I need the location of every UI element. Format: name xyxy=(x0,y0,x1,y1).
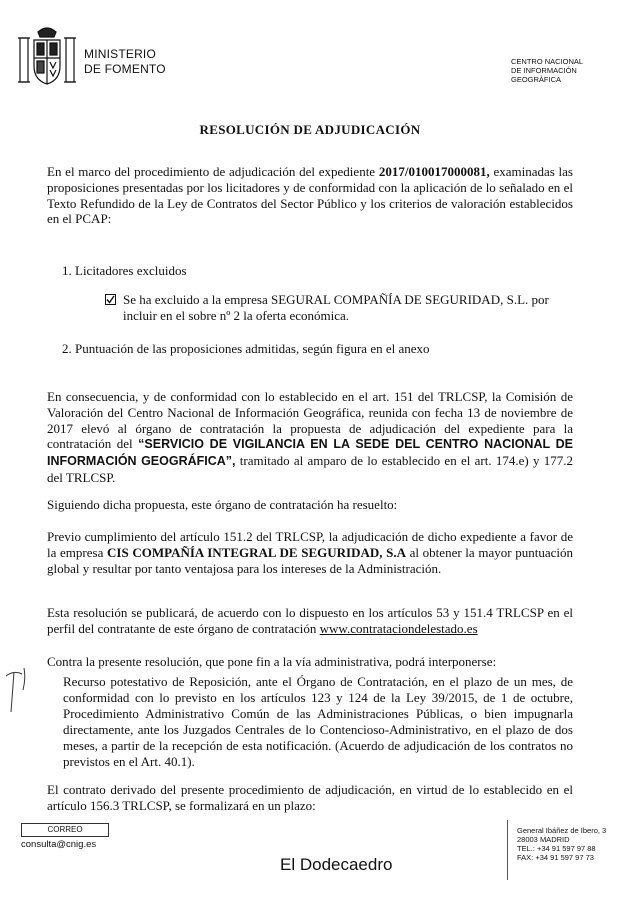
cnig-line-2: DE INFORMACIÓN xyxy=(511,66,577,75)
excluded-company-text: Se ha excluido a la empresa SEGURAL COMPAÑÍA DE SEGURIDAD, S.L. por incluir en el sobre nº 2 la oferta económica. xyxy=(123,292,549,323)
service-name: “SERVICIO DE VIGILANCIA EN LA SEDE DEL CENTRO NACIONAL DE INFORMACIÓN GEOGRÁFICA”, xyxy=(47,437,573,469)
publicara-text: Esta resolución se publicará, de acuerdo con lo dispuesto en los artículos 53 y 151.4 TRLCSP en el perfil del contratante de este órgano de contratación xyxy=(47,605,573,636)
contrato-paragraph: El contrato derivado del presente procedimiento de adjudicación, en virtud de lo establecido en el artículo 156.3 TRLCSP, se formalizará en un plazo: xyxy=(47,782,573,813)
checkbox-checked-icon xyxy=(105,294,116,305)
address-line-2: 28003 MADRID xyxy=(517,835,570,844)
footer-divider xyxy=(507,820,508,880)
previo-paragraph xyxy=(47,529,573,576)
previo-after: al obtener la mayor puntuación global y resultar por tanto ventajosa para los intereses de la Administración. xyxy=(47,544,573,576)
consecuencia-after: tramitado al amparo de lo establecido en el art. 174.e) y 177.2 del TRLCSP. xyxy=(47,453,573,485)
intro-after: examinadas las proposiciones presentadas por los licitadores y de conformidad con la aplicación de lo señalado en el Texto Refundido de la Ley de Contratos del Sector Público y los criterios de valoración establecidos en el PCAP: xyxy=(47,164,573,227)
expediente-number: 2017/010017000081, xyxy=(378,164,490,179)
cnig-name xyxy=(511,57,583,84)
coat-of-arms-logo xyxy=(14,22,80,92)
document-title: RESOLUCIÓN DE ADJUDICACIÓN xyxy=(199,122,421,137)
list-item-excluded-header: 1. Licitadores excluidos xyxy=(62,263,187,278)
consecuencia-paragraph xyxy=(47,389,573,486)
intro-before: En el marco del procedimiento de adjudicación del expediente xyxy=(47,164,379,179)
consecuencia-before: En consecuencia, y de conformidad con lo establecido en el art. 151 del TRLCSP, la Comisión de Valoración del Centro Nacional de Información Geográfica, reunida con fecha 13 de noviembre de 2017 elevó al órgano de contratación la propuesta de adjudicación del expediente para la contratación del xyxy=(47,389,573,452)
contra-paragraph: Contra la presente resolución, que pone fin a la vía administrativa, podrá interponerse: xyxy=(47,654,497,669)
handwritten-margin-mark xyxy=(0,662,40,722)
list-item-scores: 2. Puntuación de las proposiciones admitidas, según figura en el anexo xyxy=(62,341,430,356)
ministry-line-2: DE FOMENTO xyxy=(84,62,166,76)
address-line-1: General Ibáñez de Ibero, 3 xyxy=(517,826,607,835)
ministry-line-1: MINISTERIO xyxy=(84,47,157,61)
awarded-company: CIS COMPAÑÍA INTEGRAL DE SEGURIDAD, S.A xyxy=(107,544,406,560)
address-fax: FAX: +34 91 597 97 73 xyxy=(517,853,594,862)
address-phone: TEL.: +34 91 597 97 88 xyxy=(517,844,596,853)
publicara-paragraph xyxy=(47,605,573,637)
brand-name: El Dodecaedro xyxy=(280,855,393,874)
cnig-line-3: GEOGRÁFICA xyxy=(511,75,562,84)
contact-email[interactable]: consulta@cnig.es xyxy=(21,839,97,850)
footer-address xyxy=(517,826,606,862)
previo-before: Previo cumplimiento del artículo 151.2 del TRLCSP, la adjudicación de dicho expediente a favor de la empresa xyxy=(47,529,573,560)
siguiendo-paragraph: Siguiendo dicha propuesta, este órgano de contratación ha resuelto: xyxy=(47,497,398,512)
intro-paragraph xyxy=(47,164,573,227)
correo-label: CORREO xyxy=(21,823,109,837)
ministry-name xyxy=(84,47,166,77)
recurso-paragraph: Recurso potestativo de Reposición, ante el Órgano de Contratación, en el plazo de un mes, de conformidad con lo previsto en los artículos 123 y 124 de la Ley 39/2015, de 1 de octubre, Procedimiento Administrativo Común de las Administraciones Públicas, o bien impugnarla directamente, ante los Juzgados Centrales de lo Contencioso-Administrativo, en el plazo de dos meses, a partir de la recepción de esta notificación. (Acuerdo de adjudicación de los contratos no previstos en el Art. 40.1). xyxy=(63,674,573,769)
cnig-line-1: CENTRO NACIONAL xyxy=(511,57,584,66)
contratacion-link[interactable]: www.contrataciondelestado.es xyxy=(319,620,478,636)
